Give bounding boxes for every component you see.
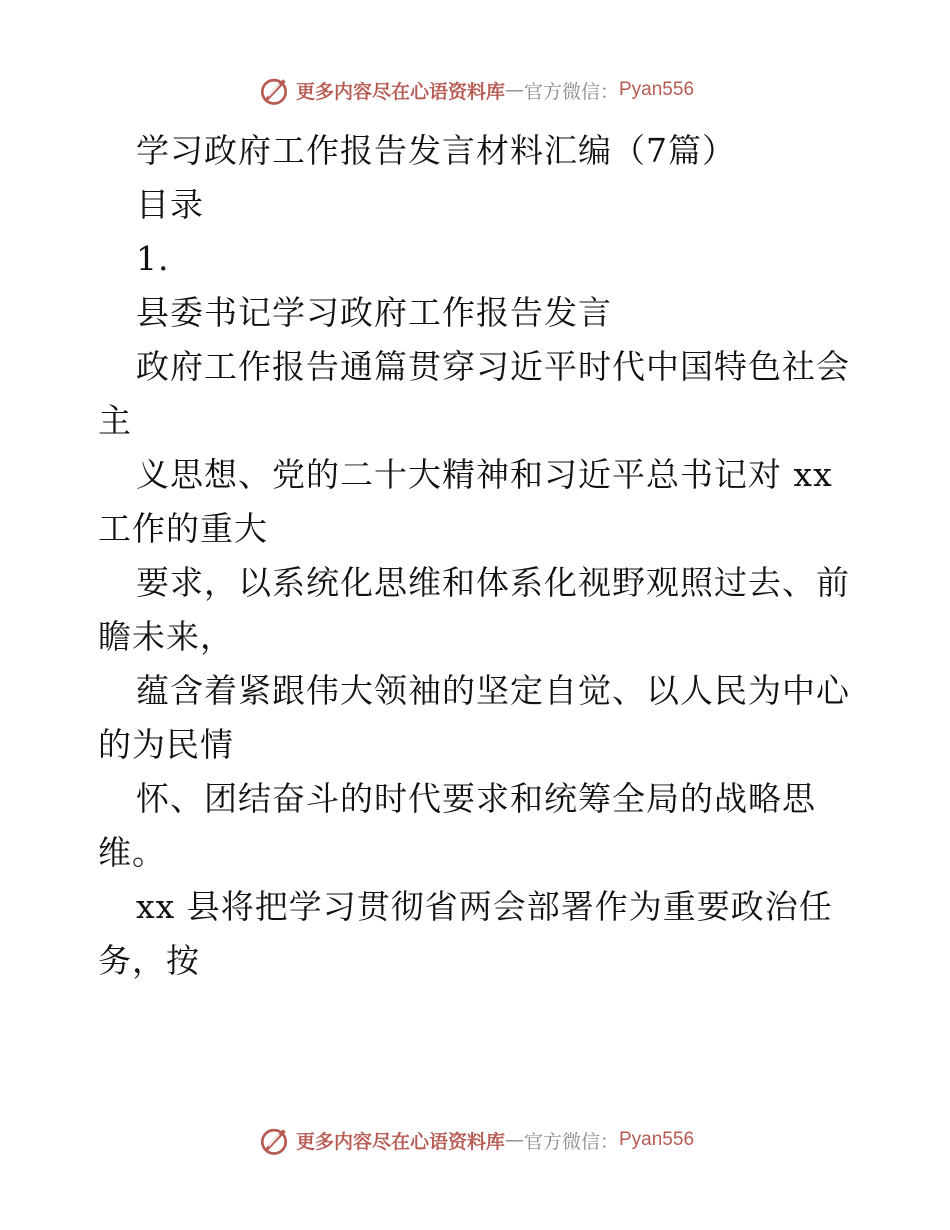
doc-line: 县委书记学习政府工作报告发言 (136, 293, 612, 332)
footer-banner (0, 1120, 950, 1160)
doc-line: 工作的重大 (98, 509, 268, 548)
doc-line: 主 (98, 401, 132, 440)
doc-line: 维。 (98, 833, 166, 872)
doc-line: 蕴含着紧跟伟大领袖的坚定自觉、以人民为中心 (136, 671, 850, 710)
doc-line: 学习政府工作报告发言材料汇编（7篇） (136, 131, 736, 170)
banner-wechat-id: Pyan556 (619, 1129, 695, 1150)
banner-dash: — (504, 1129, 524, 1151)
document-body (98, 124, 858, 988)
doc-line: 1. (136, 239, 170, 278)
header-banner (0, 70, 950, 110)
quill-logo-icon (256, 72, 292, 108)
banner-wechat-id: Pyan556 (619, 79, 695, 100)
banner-lead-text: 更多内容尽在心语资料库 (295, 80, 505, 103)
doc-line: 怀、团结奋斗的时代要求和统筹全局的战略思 (136, 779, 816, 818)
doc-line: 瞻未来， (98, 617, 234, 656)
doc-line: 目录 (136, 185, 204, 224)
banner-wechat-label: 官方微信： (523, 80, 619, 103)
quill-logo-icon (256, 1122, 292, 1158)
doc-line: xx 县将把学习贯彻省两会部署作为重要政治任 (136, 887, 833, 926)
doc-line: 务，按 (98, 941, 200, 980)
banner-wechat-label: 官方微信： (523, 1130, 619, 1153)
banner-lead-text: 更多内容尽在心语资料库 (295, 1130, 505, 1153)
banner-dash: — (504, 79, 524, 101)
doc-line: 的为民情 (98, 725, 234, 764)
doc-line: 义思想、党的二十大精神和习近平总书记对 xx (136, 455, 833, 494)
doc-line: 政府工作报告通篇贯穿习近平时代中国特色社会 (136, 347, 850, 386)
doc-line: 要求，以系统化思维和体系化视野观照过去、前 (136, 563, 850, 602)
